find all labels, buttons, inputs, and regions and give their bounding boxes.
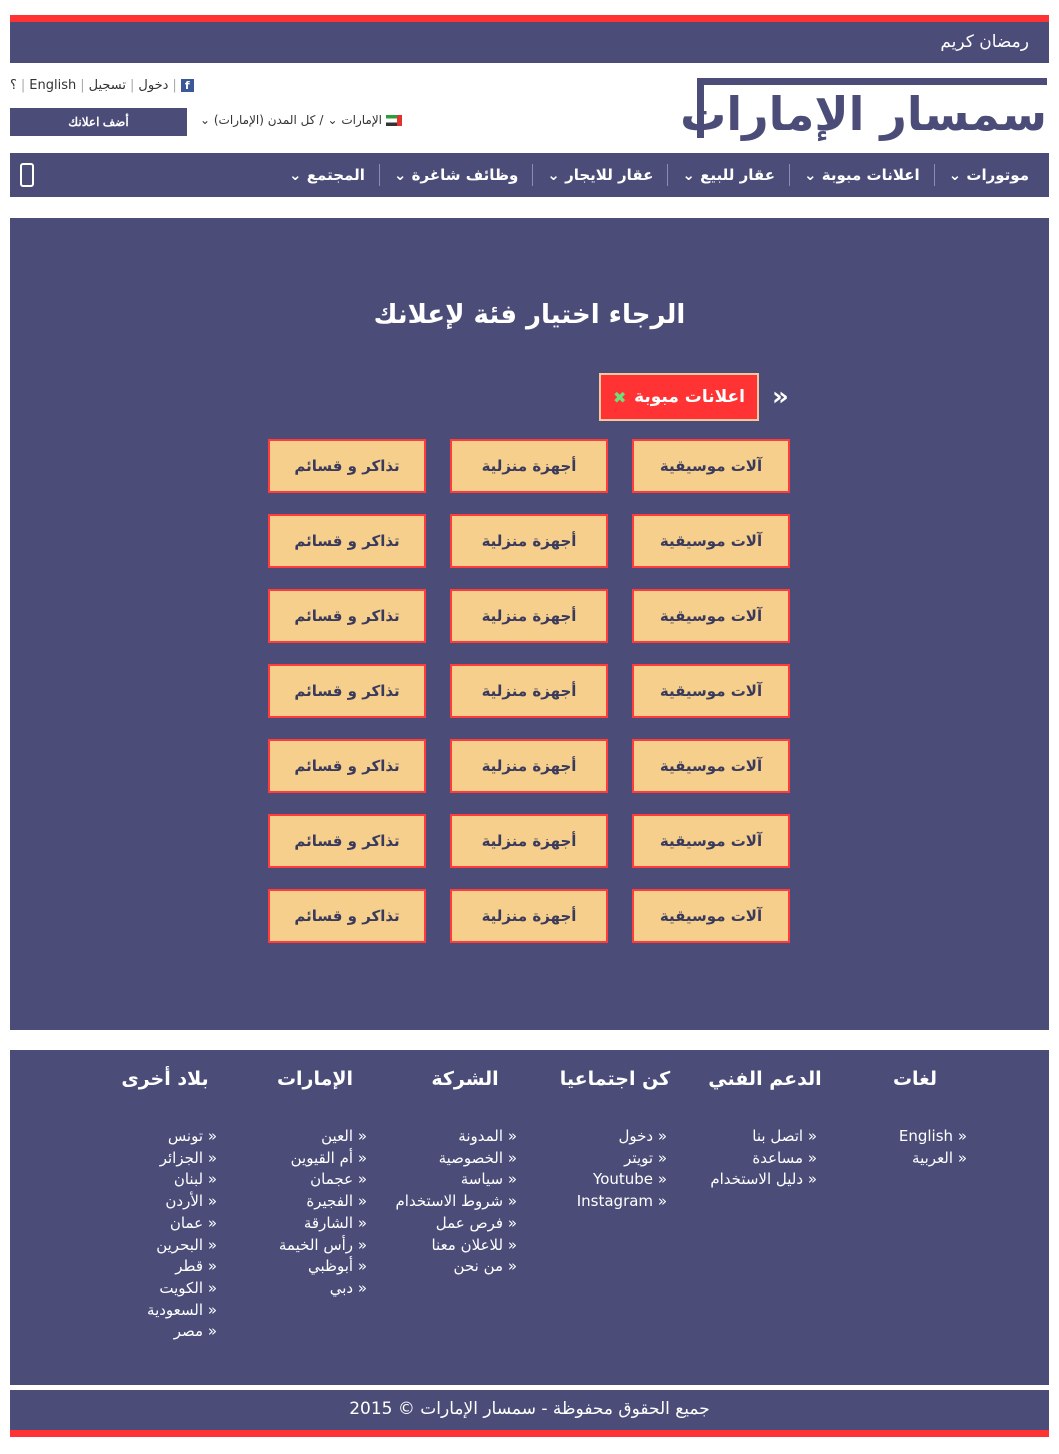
category-tile[interactable]: تذاكر و قسائم (268, 589, 426, 643)
footer-link[interactable]: « العربية (830, 1148, 967, 1170)
footer-link[interactable]: « الجزائر (80, 1148, 217, 1170)
footer-link[interactable]: « دليل الاستخدام (680, 1169, 817, 1191)
category-tile[interactable]: آلات موسيقية (632, 589, 790, 643)
footer-link[interactable]: « دبي (230, 1278, 367, 1300)
selected-category[interactable] (599, 373, 759, 421)
footer-link[interactable]: « تويتر (530, 1148, 667, 1170)
category-tile[interactable]: أجهزة منزلية (450, 514, 608, 568)
category-tile[interactable]: أجهزة منزلية (450, 889, 608, 943)
footer-link[interactable]: « سياسة (380, 1169, 517, 1191)
category-tile[interactable]: تذاكر و قسائم (268, 514, 426, 568)
user-links (10, 78, 194, 93)
announcement-bar (10, 22, 1049, 63)
main-nav (10, 153, 1049, 197)
nav-property-sale[interactable]: عقار للبيع ⌄ (667, 164, 789, 186)
facebook-icon[interactable]: f (181, 79, 194, 92)
footer-link[interactable]: « العين (230, 1126, 367, 1148)
footer-link[interactable]: « عجمان (230, 1169, 367, 1191)
help-link[interactable]: ؟ (10, 78, 17, 93)
footer-column-title: الشركة (431, 1068, 499, 1090)
separator: / (319, 113, 324, 127)
footer-link[interactable]: « عمان (80, 1213, 217, 1235)
footer-column-title: كن اجتماعيا (559, 1068, 671, 1090)
nav-motors[interactable]: موتورات ⌄ (934, 164, 1043, 186)
divider: | (20, 78, 26, 93)
category-tile[interactable]: آلات موسيقية (632, 514, 790, 568)
category-tile[interactable]: أجهزة منزلية (450, 439, 608, 493)
footer-column (230, 1068, 380, 1300)
category-tile[interactable]: آلات موسيقية (632, 814, 790, 868)
footer-column (530, 1068, 680, 1213)
footer-column-title: الإمارات (276, 1068, 354, 1090)
country-dropdown[interactable]: الإمارات ⌄ (327, 113, 383, 127)
category-tile[interactable]: تذاكر و قسائم (268, 739, 426, 793)
chevron-double-right-icon: » (772, 382, 789, 412)
footer-link[interactable]: « الشارقة (230, 1213, 367, 1235)
copyright-bar (10, 1390, 1049, 1430)
footer-link[interactable]: « الفجيرة (230, 1191, 367, 1213)
footer-link[interactable]: « للاعلان معنا (380, 1235, 517, 1257)
category-tile[interactable]: أجهزة منزلية (450, 664, 608, 718)
footer-link[interactable]: « مساعدة (680, 1148, 817, 1170)
city-dropdown[interactable]: كل المدن (الإمارات) ⌄ (200, 113, 316, 127)
uae-flag-icon (386, 115, 402, 126)
footer-link[interactable]: « الأردن (80, 1191, 217, 1213)
close-icon[interactable]: ✖ (613, 387, 627, 407)
footer-link[interactable]: « فرص عمل (380, 1213, 517, 1235)
english-link[interactable]: English (29, 78, 77, 93)
category-tile[interactable]: آلات موسيقية (632, 439, 790, 493)
page-title: الرجاء اختيار فئة لإعلانك (373, 300, 686, 330)
divider: | (172, 78, 177, 93)
copyright-text: جميع الحقوق محفوظة - سمسار الإمارات © 2015 (349, 1399, 710, 1419)
category-tile[interactable]: أجهزة منزلية (450, 814, 608, 868)
register-link[interactable]: تسجيل (88, 78, 127, 93)
footer-column-title: الدعم الفني (708, 1068, 822, 1090)
footer-column (380, 1068, 530, 1278)
footer-link[interactable]: « السعودية (80, 1300, 217, 1322)
nav-community[interactable]: المجتمع ⌄ (289, 166, 365, 184)
footer-link[interactable]: « English (830, 1126, 967, 1148)
footer-link[interactable]: « مصر (80, 1321, 217, 1343)
footer-column-title: لغات (892, 1068, 938, 1090)
footer-link[interactable]: « أبوظبي (230, 1256, 367, 1278)
category-tile[interactable]: أجهزة منزلية (450, 739, 608, 793)
footer-link[interactable]: « دخول (530, 1126, 667, 1148)
category-tile[interactable]: أجهزة منزلية (450, 589, 608, 643)
divider: | (80, 78, 85, 93)
footer-link[interactable]: « البحرين (80, 1235, 217, 1257)
footer-link[interactable]: « الخصوصية (380, 1148, 517, 1170)
footer-link[interactable]: « قطر (80, 1256, 217, 1278)
top-accent-line (10, 15, 1049, 22)
mobile-icon[interactable] (20, 163, 34, 187)
nav-jobs[interactable]: وظائف شاغرة ⌄ (379, 164, 532, 186)
footer-link[interactable]: « الكويت (80, 1278, 217, 1300)
footer-column (680, 1068, 830, 1191)
nav-classifieds[interactable]: اعلانات مبوبة ⌄ (789, 164, 934, 186)
footer-column (830, 1068, 980, 1169)
footer-link[interactable]: « أم القيوين (230, 1148, 367, 1170)
footer-link[interactable]: « Youtube (530, 1169, 667, 1191)
footer-link[interactable]: « اتصل بنا (680, 1126, 817, 1148)
selected-category-label: اعلانات مبوبة (634, 387, 745, 407)
logo-text: سمسار الإمارات (680, 87, 1047, 141)
login-link[interactable]: دخول (138, 78, 169, 93)
footer-link[interactable]: « من نحن (380, 1256, 517, 1278)
divider: | (130, 78, 135, 93)
footer-link[interactable]: « رأس الخيمة (230, 1235, 367, 1257)
bottom-accent-line (10, 1430, 1049, 1437)
nav-property-rent[interactable]: عقار للايجار ⌄ (532, 164, 667, 186)
category-tile[interactable]: آلات موسيقية (632, 739, 790, 793)
footer-link[interactable]: « لبنان (80, 1169, 217, 1191)
category-tile[interactable]: تذاكر و قسائم (268, 664, 426, 718)
site-logo[interactable] (680, 78, 1047, 141)
category-tile[interactable]: تذاكر و قسائم (268, 439, 426, 493)
category-tile[interactable]: آلات موسيقية (632, 889, 790, 943)
footer-link[interactable]: « Instagram (530, 1191, 667, 1213)
footer-link[interactable]: « شروط الاستخدام (380, 1191, 517, 1213)
category-tile[interactable]: تذاكر و قسائم (268, 889, 426, 943)
footer-column (80, 1068, 230, 1343)
category-tile[interactable]: تذاكر و قسائم (268, 814, 426, 868)
footer-column-title: بلاد أخرى (121, 1068, 209, 1090)
greeting-text: رمضان كريم (940, 32, 1029, 52)
location-selector (200, 113, 402, 127)
add-ad-button[interactable]: أضف اعلانك (10, 108, 187, 136)
footer-link[interactable]: « المدونة (380, 1126, 517, 1148)
category-tile[interactable]: آلات موسيقية (632, 664, 790, 718)
footer-link[interactable]: « تونس (80, 1126, 217, 1148)
